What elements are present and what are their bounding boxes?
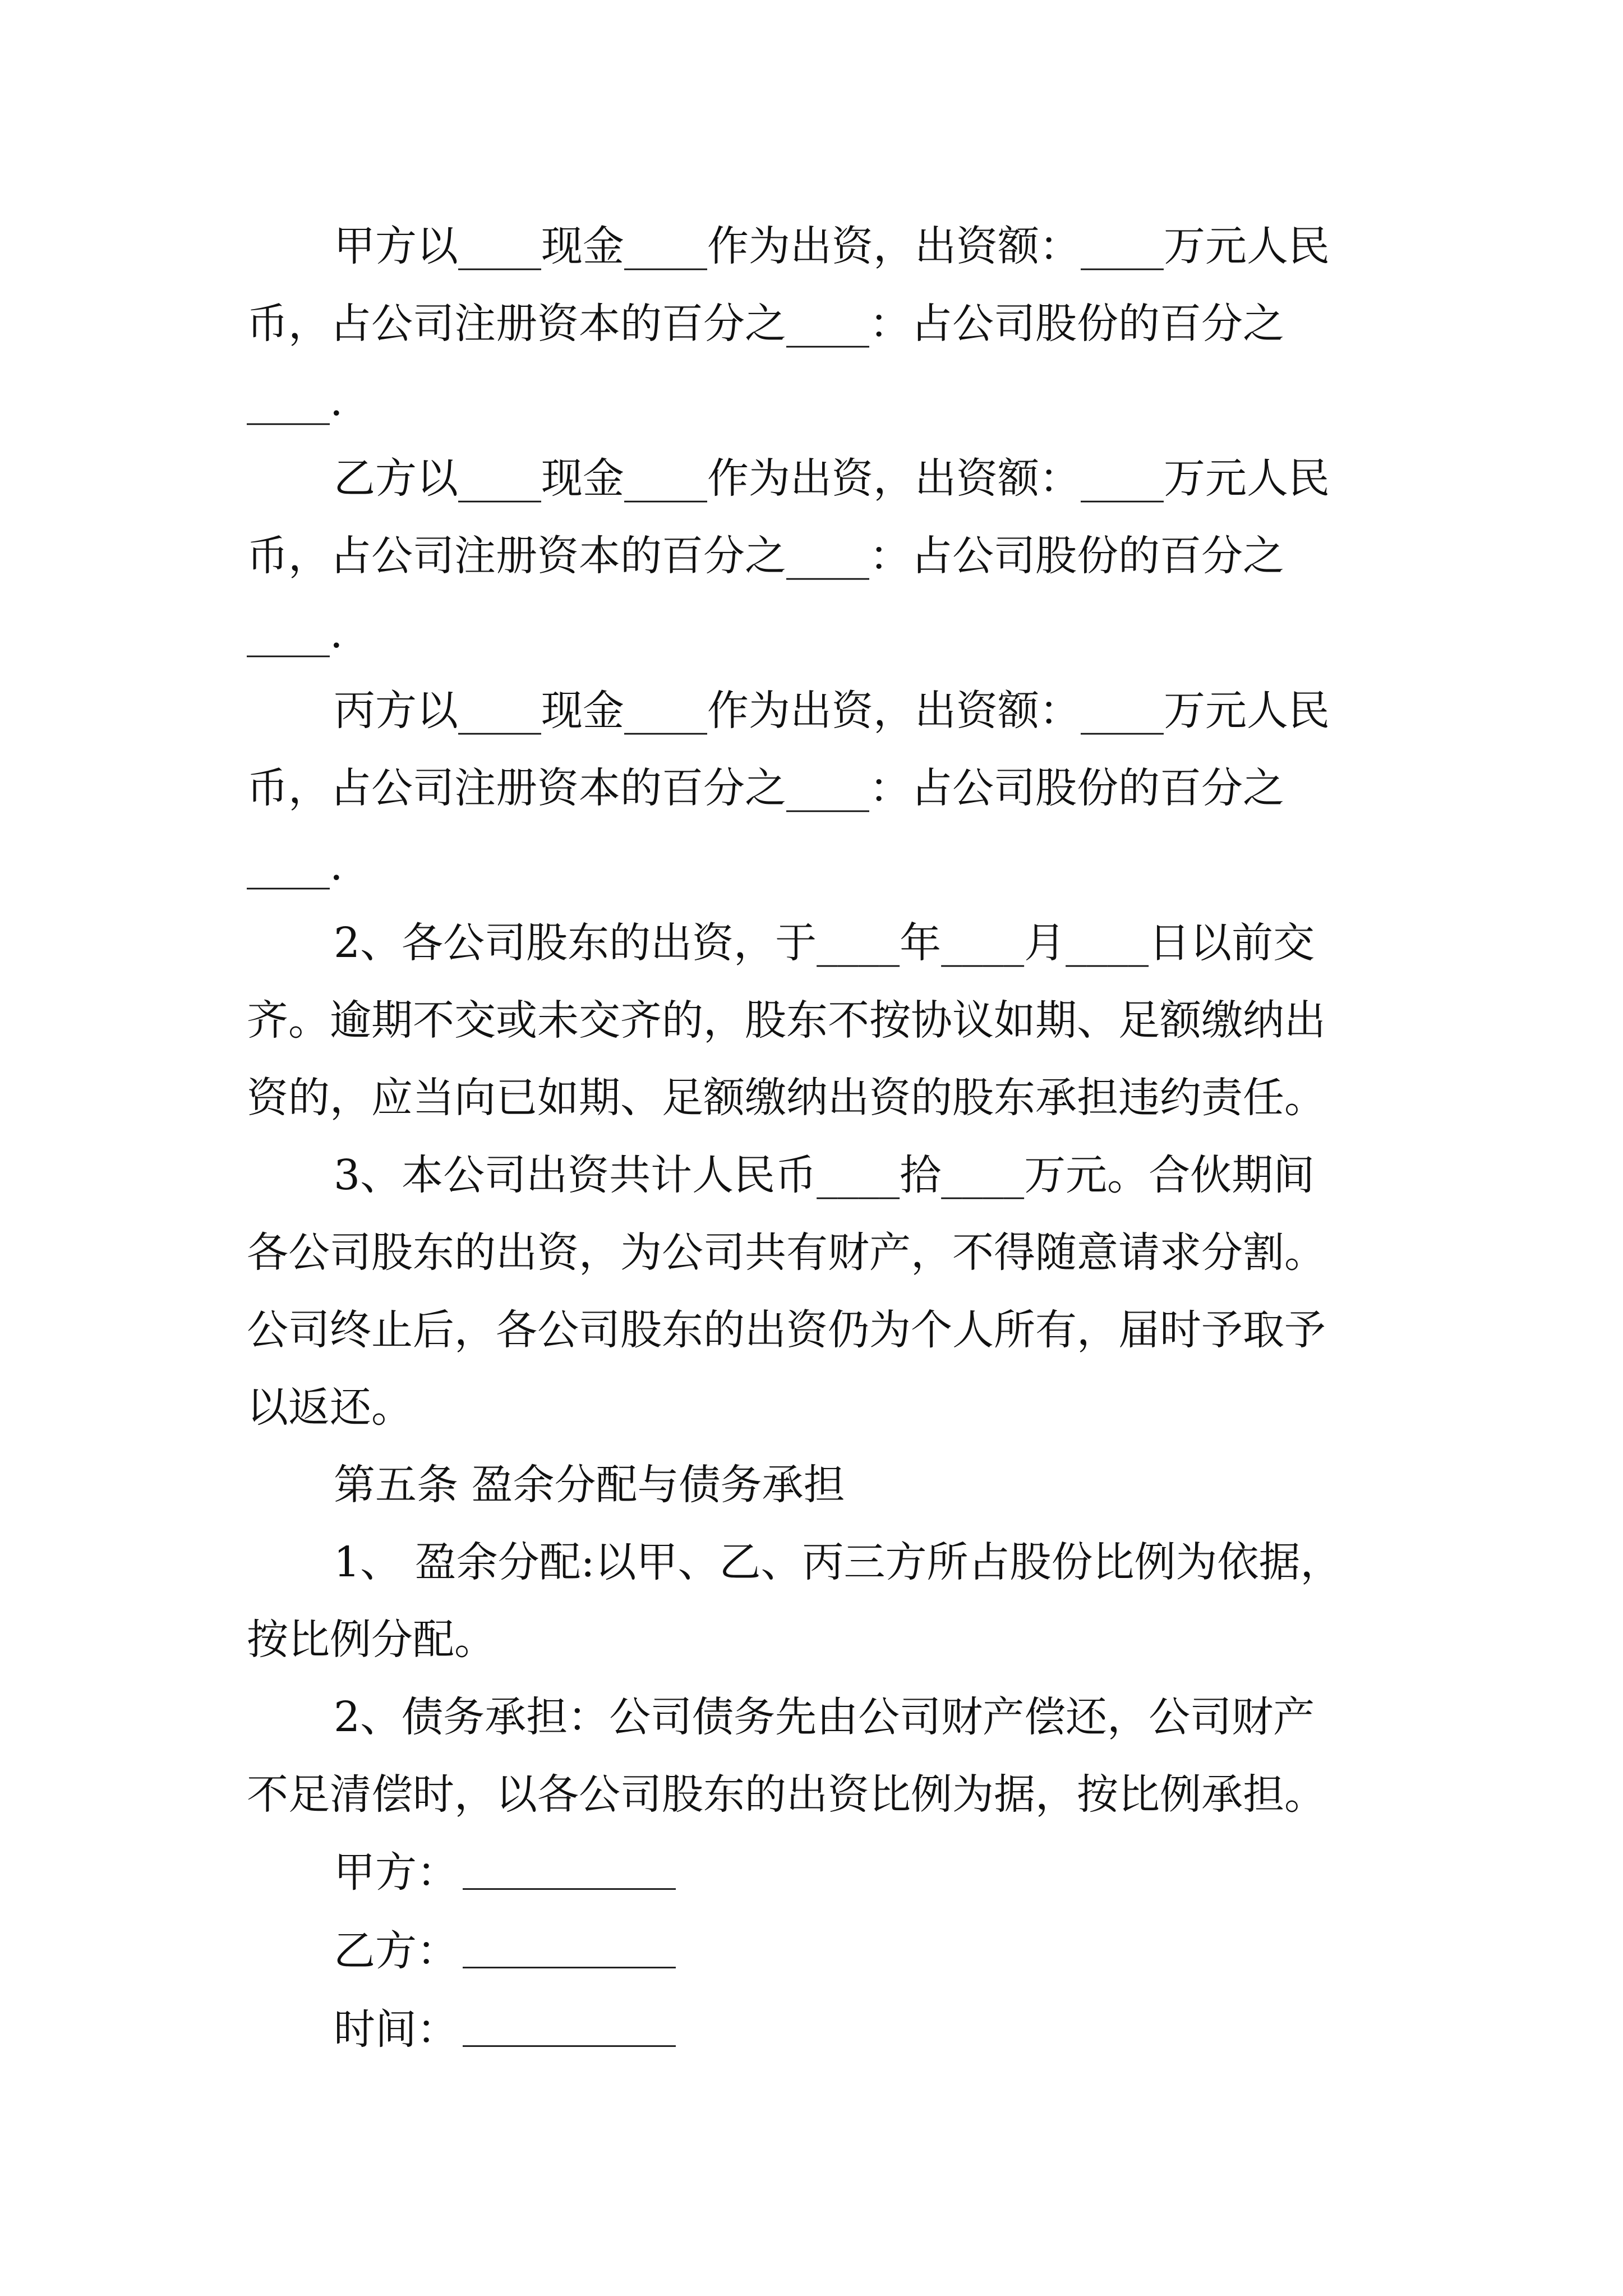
signature-party-a xyxy=(247,1833,1385,1912)
paragraph-line: 齐。逾期不交或未交齐的，股东不按协议如期、足额缴纳出 xyxy=(247,996,1326,1045)
paragraph-line: 资的，应当向已如期、足额缴纳出资的股东承担违约责任。 xyxy=(247,1074,1326,1122)
paragraph-line: 不足清偿时，以各公司股东的出资比例为据，按比例承担。 xyxy=(247,1770,1326,1819)
signature-party-b xyxy=(247,1912,1385,1990)
signature-blank xyxy=(463,1922,676,1968)
paragraph-line: 乙方以____现金____作为出资，出资额：____万元人民 xyxy=(334,454,1330,503)
clause-2-deadline xyxy=(247,904,1385,1137)
paragraph-line: 各公司股东的出资，为公司共有财产，不得随意请求分割。 xyxy=(247,1228,1326,1277)
paragraph-line: 1、 盈余分配:以甲、乙、丙三方所占股份比例为依据， xyxy=(334,1538,1342,1586)
profit-distribution xyxy=(247,1524,1385,1678)
signature-date xyxy=(247,1990,1385,2069)
paragraph-line: 丙方以____现金____作为出资，出资额：____万元人民 xyxy=(334,687,1330,735)
paragraph-line: 甲方以____现金____作为出资，出资额：____万元人民 xyxy=(334,222,1330,270)
paragraph-line: 2、各公司股东的出资，于____年____月____日以前交 xyxy=(334,919,1315,967)
article-5-heading xyxy=(247,1446,1385,1524)
clause-3-total-capital xyxy=(247,1137,1385,1446)
document-body xyxy=(247,208,1385,2069)
party-c-contribution xyxy=(247,672,1385,904)
paragraph-line: 公司终止后，各公司股东的出资仍为个人所有，届时予取予 xyxy=(247,1306,1326,1354)
signature-label: 甲方： xyxy=(334,1848,458,1897)
signature-blank xyxy=(463,1843,676,1890)
signature-label: 时间： xyxy=(334,2005,458,2054)
party-b-contribution xyxy=(247,440,1385,672)
paragraph-line: 2、债务承担：公司债务先由公司财产偿还，公司财产 xyxy=(334,1693,1315,1741)
signature-blank xyxy=(463,2000,676,2047)
paragraph-line: 按比例分配。 xyxy=(247,1616,496,1664)
section-heading: 第五条 盈余分配与债务承担 xyxy=(334,1461,845,1509)
signature-label: 乙方： xyxy=(334,1927,458,1975)
paragraph-line: 币，占公司注册资本的百分之____：占公司股份的百分之 xyxy=(247,300,1284,348)
paragraph-line: ____. xyxy=(247,841,343,890)
paragraph-line: ____. xyxy=(247,609,343,657)
paragraph-line: 币，占公司注册资本的百分之____：占公司股份的百分之 xyxy=(247,764,1284,812)
party-a-contribution xyxy=(247,208,1385,440)
paragraph-line: ____. xyxy=(247,377,343,425)
paragraph-line: 3、本公司出资共计人民币____拾____万元。合伙期间 xyxy=(334,1151,1315,1199)
paragraph-line: 币，占公司注册资本的百分之____：占公司股份的百分之 xyxy=(247,532,1284,580)
paragraph-line: 以返还。 xyxy=(247,1383,413,1432)
debt-liability xyxy=(247,1678,1385,1833)
